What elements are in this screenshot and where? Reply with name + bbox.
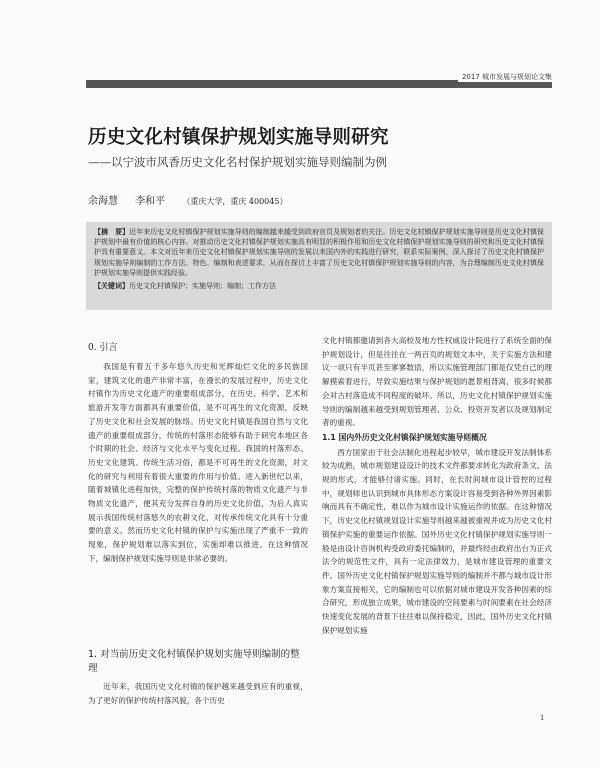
subsection-1-1-heading: 1.1 国内外历史文化村镇保护规划实施导则概况: [322, 432, 487, 442]
right-paragraph: 西方国家由于社会法制化进程起步较早，城市建设开发法制体系较为成熟，城市规划建设设计的技术文件都要求转化为政府条文、法规的形式，才能够付诸实施。同时，在长时间城市设计管控的过程中，规划师也认识到城市具体形态方案设计容易受到各种外界因素影响而具有不确定性，难以作为城市设计实施运作的依据。在这种情况下，历史文化村镇规划设计实施导则越来越被重视并成为历史文化村镇保护实施的重要运作依据。国外历史文化村镇保护规划实施导则一般是由设计咨询机构受政府委托编制的，并最终经由政府出台为正式法令的规范性文件，具有一定法律效力，是城市建设管理的重要文件。国外历史文化村镇保护规划实施导则的编制并不都与城市设计形象方案直接相关，它的编制也可以依据对城市建设开发各种因素的综合研究，形成独立成果，城市建设的空间要素与时间要素在社会经济快速变化发展的背景下往往难以保持稳定，因此，国外历史文化村镇保护规划实施: [322, 447, 552, 635]
abstract-text: 近年来历史文化村镇保护规划实施导则的编制越来越受到政府官员及规划者的关注。历史文化村镇保护规划实施导则是历史文化村镇保护规划中最有价值的核心内容。对推动历史文化村镇保护规划实施具有明显的积极作用和历史文化村镇保护规划实施导则的研究和历史文化村镇保护具有重要意义。本文对近年来历史文化村镇保护规划实施导则的发展以来国内外的实践进行研究，联系实际案例，深入探讨了历史文化村镇保护规划实施导则编制的工作方法、特色、编制和表述要求，从而在探讨上丰富了历史文化村镇保护规划实施导则的内容，为合理编制历史文化村镇保护规划实施导则提供实践经验。: [94, 228, 545, 277]
article-title: 历史文化村镇保护规划实施导则研究: [88, 127, 389, 148]
section-1-paragraph: 近年来，我国历史文化村镇的保护越来越受到应有的重视，为了更好的保护传统村落风貌，各个历史: [88, 682, 308, 705]
author-name: 余海慧: [88, 196, 118, 207]
right-column: [322, 334, 552, 710]
author-name: 李和平: [135, 196, 166, 207]
affiliation: （重庆大学，重庆 400045）: [182, 197, 288, 206]
intro-heading: 0. 引言: [88, 343, 118, 353]
abstract-paragraph: [86, 222, 552, 278]
intro-paragraph: 我国是有着五千多年悠久历史和光辉灿烂文化的多民族国家，建筑文化的遗产非常丰富，在漫长的发展过程中，历史文化村镇作为历史文化遗产的重要组成部分，在历史、科学、艺术和旅游开发等方面都具有重要价值，是不可再生的文化资源，反映了历史文化和社会发展的脉络。历史文化村镇是我国自然与文化遗产的重要组成部分，传统的村落形态能够有助于研究本地区各个时期的社会、经济与文化水平与变化过程。我国的村落形态、历史文化建筑、传统生活习俗，都是不可再生的文化资源，对文化的研究与利用有着很大重要的作用与价值。进入新世纪以来，随着城镇化进程加快，完整的保护传统村落的物质文化遗产与非物质文化遗产，便其充分发挥自身的历史文化价值，为后人真实展示我国传统村落悠久的农耕文化，对传承传统文化具有十分重要的意义。然而历史文化村镇的保护与实施出现了严重不一致的现象，保护规划难以落实到位，实施却难以推进。在这种情况下，编制保护规划实施导则是非常必要的。: [88, 362, 308, 563]
page-number: 1: [540, 714, 545, 722]
keywords-paragraph: [86, 278, 552, 291]
keywords-label: 【关键词】: [94, 282, 129, 291]
article-subtitle: ——以宁波市风香历史文化名村保护规划实施导则编制为例: [88, 155, 387, 169]
running-header: 2017 城市发展与规划论文集: [458, 72, 552, 82]
abstract-label: 【摘 要】: [94, 228, 130, 236]
left-column-bottom: [88, 680, 308, 710]
abstract-box: [86, 222, 552, 310]
keywords-text: 历史文化村镇保护；实施导则；编制；工作方法: [129, 282, 276, 291]
section-1-heading: 1. 对当前历史文化村镇保护规划实施导则编制的整理: [88, 649, 300, 674]
left-column: [88, 360, 308, 646]
right-paragraph: 文化村镇都邀请到各大高校及地方性权威设计院进行了系统全面的保护规划设计，但是往往在一两百页的规划文本中，关于实施方法和建议一项只有半页甚至寥寥数语，所以实施管理部门都是仅凭自己的理解摸索着进行，导致实施结果与保护规划的愿景相背离，很多时候都会对古村落造成不同程度的破坏。所以，历史文化村镇保护规划实施导则的编制越来越受到规划管理者、公众、投资开发者以及规划制定者的重视。: [322, 336, 552, 428]
author-line: [88, 192, 301, 207]
